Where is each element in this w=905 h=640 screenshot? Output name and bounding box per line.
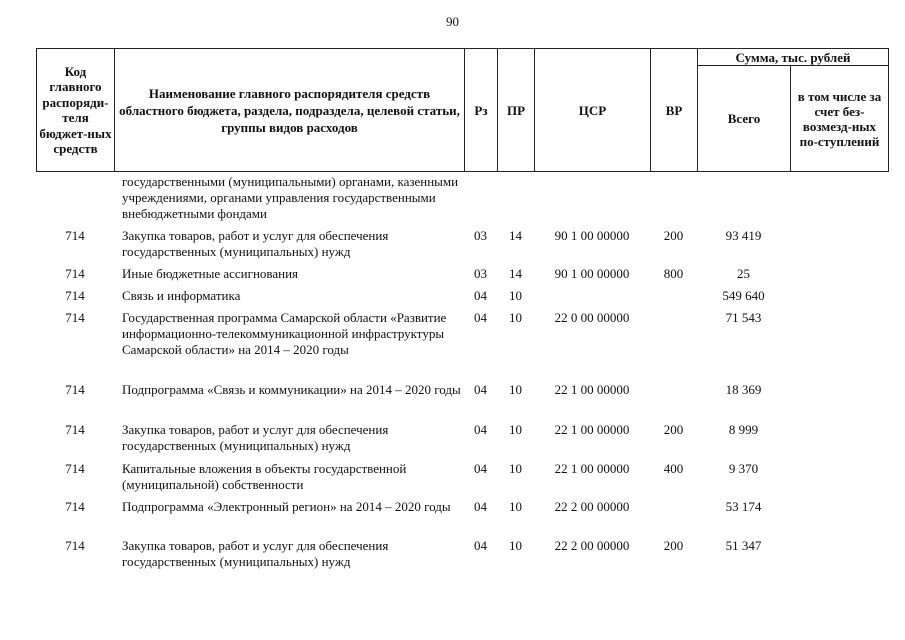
row-pr: 10 — [509, 382, 522, 397]
header-free: в том числе за счет без-возмезд-ных по-ступлений — [791, 66, 889, 172]
row-pr: 14 — [509, 228, 522, 243]
row-csr: 22 1 00 00000 — [554, 461, 630, 476]
row-pr: 10 — [509, 422, 522, 437]
row-csr: 22 1 00 00000 — [554, 422, 630, 437]
row-csr: 90 1 00 00000 — [554, 228, 630, 243]
row-name: Связь и информатика — [122, 288, 241, 303]
header-pr: ПР — [498, 49, 535, 172]
row-name: Подпрограмма «Связь и коммуникации» на 2014 – 2020 годы — [122, 382, 461, 397]
row-pr: 10 — [509, 499, 522, 514]
row-total: 53 174 — [725, 499, 762, 514]
header-vr: ВР — [651, 49, 698, 172]
row-name: Государственная программа Самарской области «Развитие информационно-телекоммуникационной инфраструктуры Самарской области» на 2014 – 2020 годы — [122, 310, 447, 357]
row-rz: 04 — [474, 422, 487, 437]
row-name: Иные бюджетные ассигнования — [122, 266, 299, 281]
row-name: Закупка товаров, работ и услуг для обеспечения государственных (муниципальных) нужд — [122, 422, 389, 453]
row-code: 714 — [65, 499, 85, 514]
row-csr: 22 1 00 00000 — [554, 382, 630, 397]
row-code: 714 — [65, 310, 85, 325]
table-header — [36, 48, 889, 172]
row-code: 714 — [65, 382, 85, 397]
header-rz: Рз — [465, 49, 498, 172]
row-rz: 04 — [474, 310, 487, 325]
row-rz: 03 — [474, 228, 487, 243]
row-code: 714 — [65, 538, 85, 553]
row-vr: 200 — [663, 422, 684, 437]
row-total: 18 369 — [725, 382, 762, 397]
row-pr: 14 — [509, 266, 522, 281]
row-vr: 400 — [663, 461, 684, 476]
row-total: 549 640 — [722, 288, 765, 303]
row-csr: 90 1 00 00000 — [554, 266, 630, 281]
row-csr: 22 0 00 00000 — [554, 310, 630, 325]
row-rz: 04 — [474, 461, 487, 476]
row-pr: 10 — [509, 538, 522, 553]
row-code: 714 — [65, 266, 85, 281]
row-name: государственными (муниципальными) органами, казенными учреждениями, органами управления государственными внебюджетными фондами — [122, 174, 459, 221]
row-code: 714 — [65, 288, 85, 303]
row-total: 93 419 — [725, 228, 762, 243]
row-rz: 04 — [474, 538, 487, 553]
row-code: 714 — [65, 228, 85, 243]
row-name: Подпрограмма «Электронный регион» на 2014 – 2020 годы — [122, 499, 451, 514]
row-total: 9 370 — [728, 461, 759, 476]
header-total: Всего — [698, 66, 791, 172]
page-number: 90 — [446, 14, 459, 29]
row-rz: 04 — [474, 288, 487, 303]
row-total: 25 — [737, 266, 750, 281]
row-name: Закупка товаров, работ и услуг для обеспечения государственных (муниципальных) нужд — [122, 228, 389, 259]
row-vr: 800 — [663, 266, 684, 281]
header-sum-title: Сумма, тыс. рублей — [698, 49, 889, 66]
row-csr: 22 2 00 00000 — [554, 538, 630, 553]
row-name: Капитальные вложения в объекты государственной (муниципальной) собственности — [122, 461, 407, 492]
row-code: 714 — [65, 422, 85, 437]
row-vr: 200 — [663, 228, 684, 243]
row-total: 8 999 — [728, 422, 759, 437]
row-pr: 10 — [509, 461, 522, 476]
header-name: Наименование главного распорядителя средств областного бюджета, раздела, подраздела, целевой статьи, группы видов расходов — [115, 49, 465, 172]
row-total: 71 543 — [725, 310, 762, 325]
header-code: Код главного распоряди-теля бюджет-ных средств — [37, 49, 115, 172]
header-csr: ЦСР — [535, 49, 651, 172]
row-name: Закупка товаров, работ и услуг для обеспечения государственных (муниципальных) нужд — [122, 538, 389, 569]
row-total: 51 347 — [725, 538, 762, 553]
row-rz: 04 — [474, 382, 487, 397]
row-rz: 04 — [474, 499, 487, 514]
row-code: 714 — [65, 461, 85, 476]
row-csr: 22 2 00 00000 — [554, 499, 630, 514]
row-vr: 200 — [663, 538, 684, 553]
row-pr: 10 — [509, 288, 522, 303]
row-rz: 03 — [474, 266, 487, 281]
row-pr: 10 — [509, 310, 522, 325]
